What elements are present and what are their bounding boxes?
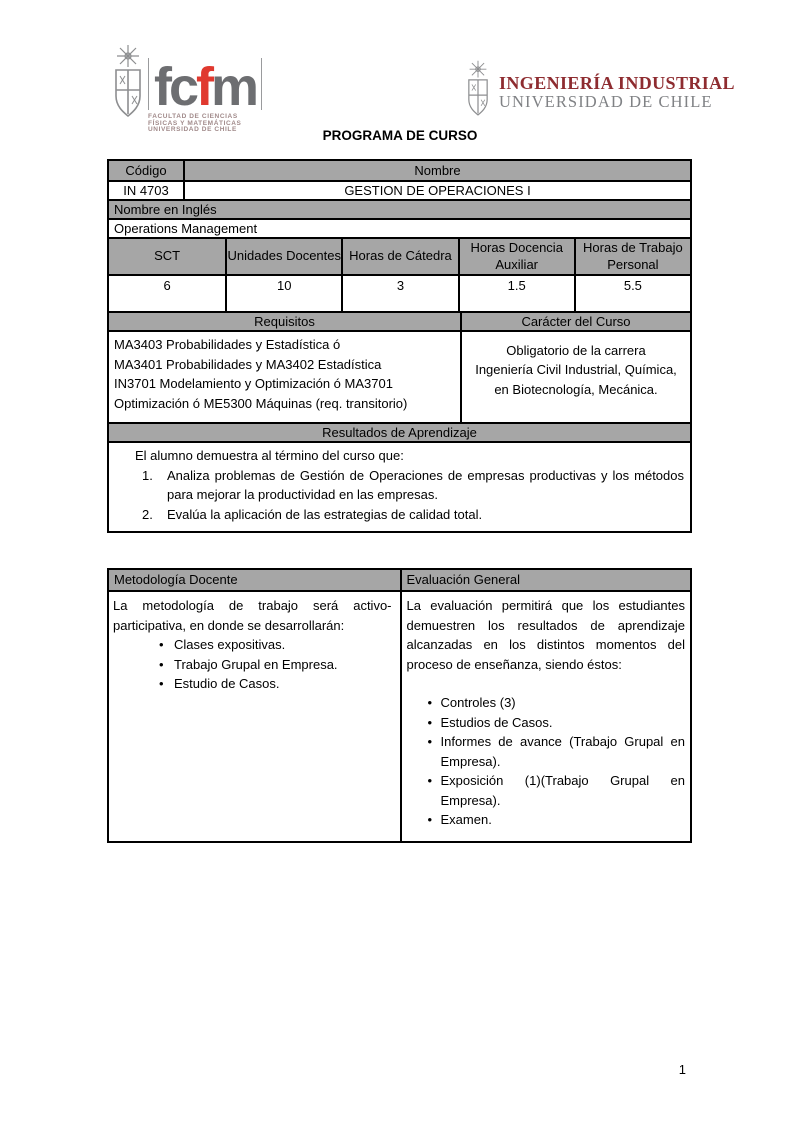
codigo-value-cell: IN 4703 xyxy=(123,183,169,198)
unidades-docentes-header-cell: Unidades Docentes xyxy=(225,239,341,274)
list-item: • Examen. xyxy=(407,810,686,830)
resultados-list xyxy=(135,466,684,525)
horas-trabajo-header-cell: Horas de Trabajo Personal xyxy=(574,239,690,274)
nombre-value-cell: GESTION DE OPERACIONES I xyxy=(183,182,690,199)
fcfm-logo xyxy=(112,44,262,134)
list-item: Evalúa la aplicación de las estrategias de calidad total. xyxy=(167,506,483,522)
ingenieria-industrial-logo xyxy=(463,60,735,118)
fcfm-letter-red: f xyxy=(196,57,211,117)
sct-value-cell: 6 xyxy=(163,278,171,293)
caracter-header-cell: Carácter del Curso xyxy=(460,313,690,330)
fcfm-letters-gray2: m xyxy=(211,57,257,117)
resultados-intro: El alumno demuestra al término del curso que: xyxy=(135,448,404,463)
requisitos-header-cell: Requisitos xyxy=(109,313,460,330)
methodology-evaluation-table xyxy=(107,568,692,843)
metodologia-list xyxy=(113,635,392,694)
horas-trabajo-value-cell: 5.5 xyxy=(574,276,690,311)
unidades-docentes-value-cell: 10 xyxy=(225,276,341,311)
uchile-shield-icon xyxy=(112,44,144,120)
evaluacion-list xyxy=(407,693,686,830)
resultados-value-cell xyxy=(109,443,690,531)
list-item: Analiza problemas de Gestión de Operaciones de empresas productivas y los métodos para mejorar la productividad en las empresas. xyxy=(167,467,684,502)
horas-catedra-header-cell: Horas de Cátedra xyxy=(341,239,457,274)
resultados-header-cell: Resultados de Aprendizaje xyxy=(109,424,690,441)
evaluacion-header-cell: Evaluación General xyxy=(400,570,691,590)
caracter-value-cell: Obligatorio de la carrera Ingeniería Civil Industrial, Química, en Biotecnología, Mecánica. xyxy=(460,332,690,422)
document-content xyxy=(107,159,692,843)
sct-header-cell: SCT xyxy=(109,239,225,274)
course-info-table xyxy=(107,159,692,533)
fcfm-wordmark xyxy=(148,57,262,117)
uchile-shield-icon xyxy=(463,60,493,118)
page-title: PROGRAMA DE CURSO xyxy=(322,128,478,143)
fcfm-letters-gray: fc xyxy=(154,57,197,117)
list-item: • Estudios de Casos. xyxy=(407,713,686,733)
list-item: • Informes de avance (Trabajo Grupal en Empresa). xyxy=(407,732,686,771)
page-number: 1 xyxy=(678,1062,686,1077)
horas-docencia-header-cell: Horas Docencia Auxiliar xyxy=(458,239,574,274)
requisitos-value-cell: MA3403 Probabilidades y Estadística ó MA3401 Probabilidades y MA3402 Estadística IN3701 Modelamiento y Optimización ó MA3701 Optimización ó ME5300 Máquinas (req. transitorio) xyxy=(114,337,408,411)
nombre-header-cell: Nombre xyxy=(183,161,690,180)
metodologia-value-cell xyxy=(109,592,400,841)
metodologia-header-cell: Metodología Docente xyxy=(109,570,400,590)
list-item: • Exposición (1)(Trabajo Grupal en Empresa). xyxy=(407,771,686,810)
ingenieria-industrial-label: INGENIERÍA INDUSTRIAL xyxy=(499,73,735,93)
nombre-ingles-header-cell: Nombre en Inglés xyxy=(109,201,690,218)
codigo-header-cell: Código xyxy=(109,161,183,180)
universidad-de-chile-label: UNIVERSIDAD DE CHILE xyxy=(499,92,713,111)
horas-catedra-value-cell: 3 xyxy=(341,276,457,311)
list-item: • Clases expositivas. xyxy=(113,635,392,655)
nombre-ingles-value-cell: Operations Management xyxy=(114,221,258,236)
evaluacion-intro: La evaluación permitirá que los estudiantes demuestren los resultados de aprendizaje alcanzadas en los distintos momentos del proceso de enseñanza, siendo éstos: xyxy=(406,598,685,672)
list-item: • Trabajo Grupal en Empresa. xyxy=(113,655,392,675)
fcfm-subtitle: FACULTAD DE CIENCIAS FÍSICAS Y MATEMÁTICAS UNIVERSIDAD DE CHILE xyxy=(148,113,242,133)
evaluacion-value-cell xyxy=(400,592,691,841)
metodologia-intro: La metodología de trabajo será activo-participativa, en donde se desarrollarán: xyxy=(113,598,392,633)
list-item: • Controles (3) xyxy=(407,693,686,713)
horas-docencia-value-cell: 1.5 xyxy=(458,276,574,311)
list-item: • Estudio de Casos. xyxy=(113,674,392,694)
